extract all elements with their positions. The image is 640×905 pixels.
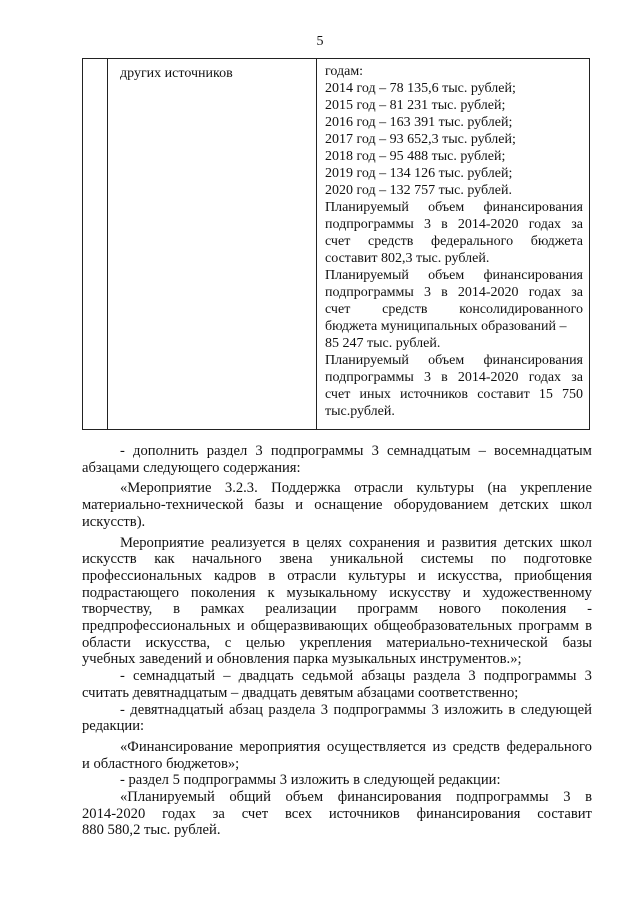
table-line <box>325 301 583 318</box>
paragraph-line <box>82 535 592 552</box>
table-line <box>325 267 583 284</box>
word: мероприятия <box>239 738 321 755</box>
word: целью <box>245 634 286 651</box>
word: за <box>571 370 583 385</box>
word: Планируемый <box>325 200 409 215</box>
word: и <box>295 497 304 514</box>
word: 3 <box>371 443 379 459</box>
paragraph-line <box>82 789 592 806</box>
word: 750 <box>562 387 583 402</box>
word: 2014-2020 <box>457 370 519 385</box>
word: за <box>212 805 225 822</box>
word: Поддержка <box>271 480 341 497</box>
word: консолидированного <box>459 302 583 317</box>
paragraph-line: 880 580,2 тыс. рублей. <box>82 822 221 839</box>
word: подпрограммы <box>333 701 427 718</box>
word: объем <box>428 200 465 215</box>
word: оснащение <box>314 497 383 514</box>
word: музыкальному <box>286 584 378 601</box>
word: 3 <box>255 443 263 459</box>
word: художественному <box>482 584 592 601</box>
word: искусства, <box>437 567 503 584</box>
word: поколения <box>190 584 256 601</box>
word: рамках <box>200 601 245 618</box>
word: уникальной <box>330 551 404 568</box>
word: к <box>267 584 275 601</box>
paragraph-line <box>82 568 592 585</box>
word: подпрограммы <box>483 668 577 685</box>
word: осуществляется <box>326 738 426 755</box>
word: изложить <box>444 701 503 718</box>
table-line <box>325 233 583 250</box>
word: – <box>223 668 231 685</box>
word: федерального <box>431 234 514 249</box>
word: седьмой <box>301 668 354 685</box>
word: (на <box>487 480 507 497</box>
word: отрасли <box>287 567 337 584</box>
word: - <box>587 601 592 618</box>
word: финансирования <box>483 268 583 283</box>
paragraph-line <box>82 443 592 460</box>
word: бюджета <box>530 234 583 249</box>
word: источников <box>400 387 469 402</box>
word: раздела <box>413 668 461 685</box>
word: всех <box>284 805 313 822</box>
word: 3 <box>423 217 431 232</box>
word: объем <box>428 353 465 368</box>
word: искусству <box>389 584 451 601</box>
word: - <box>120 701 125 718</box>
paragraph-line <box>82 601 592 618</box>
table-line: 2020 год – 132 757 тыс. рублей. <box>325 183 512 198</box>
word: следующей <box>520 701 592 718</box>
word: 3 <box>423 285 431 300</box>
table-line <box>325 369 583 386</box>
paragraph-line <box>82 497 592 514</box>
word: Планируемый <box>325 268 409 283</box>
word: профессиональных <box>82 567 203 584</box>
word: объем <box>285 789 324 806</box>
word: 3 <box>584 668 592 685</box>
word: реализуется <box>211 534 286 551</box>
word: абзац <box>229 701 263 718</box>
word: составит <box>537 805 592 822</box>
word: - <box>120 668 125 685</box>
word: дополнить <box>133 443 199 459</box>
word: «Мероприятие <box>120 480 212 497</box>
paragraph-line <box>82 618 592 635</box>
word: области <box>82 634 131 651</box>
word: объем <box>428 268 465 283</box>
word: творчеству, <box>82 601 153 618</box>
word: 3.2.3. <box>224 480 258 497</box>
word: раздел <box>206 443 248 459</box>
word: и <box>426 534 435 551</box>
word: годах <box>528 370 562 385</box>
word: и <box>462 584 471 601</box>
paragraph-line <box>82 739 592 756</box>
word: культуры <box>416 480 475 497</box>
paragraph-line <box>82 702 592 719</box>
table-line: составит 802,3 тыс. рублей. <box>325 251 490 266</box>
word: из <box>432 738 447 755</box>
word: финансирования <box>483 353 583 368</box>
word: детских <box>503 534 553 551</box>
word: приобщения <box>514 567 592 584</box>
word: целях <box>306 534 342 551</box>
word: источников <box>328 805 400 822</box>
word: семнадцатым <box>387 443 471 459</box>
paragraph-line <box>82 806 592 823</box>
word: поколения <box>501 601 567 618</box>
word: 15 <box>538 387 553 402</box>
word: искусств <box>82 551 137 568</box>
word: за <box>571 285 583 300</box>
word: федерального <box>506 738 592 755</box>
paragraph-line: учебных заведений и обновления парка музыкальных инструментов.»; <box>82 651 522 668</box>
paragraph-line <box>82 635 592 652</box>
word: школ <box>559 497 592 514</box>
word: раздела <box>268 701 316 718</box>
word: материально-технической <box>386 634 548 651</box>
word: 3 <box>468 668 476 685</box>
table-line <box>325 352 583 369</box>
word: сохранения <box>348 534 421 551</box>
word: двадцать <box>238 668 294 685</box>
table-label-cell: других источников <box>120 66 233 81</box>
word: счет <box>325 234 351 249</box>
word: предпрофессиональных <box>82 618 231 635</box>
word: финансирования <box>416 805 521 822</box>
table-line: 2019 год – 134 126 тыс. рублей; <box>325 166 513 181</box>
word: подпрограммы <box>270 443 364 459</box>
table-line: 2017 год – 93 652,3 тыс. рублей; <box>325 132 516 147</box>
word: оборудованием <box>393 497 489 514</box>
word: укрепление <box>520 480 592 497</box>
word: средств <box>382 302 428 317</box>
word: – <box>478 443 486 459</box>
paragraph-line: искусств). <box>82 513 146 530</box>
word: общий <box>229 789 271 806</box>
word: подрастающего <box>82 584 179 601</box>
table-line: 2014 год – 78 135,6 тыс. рублей; <box>325 81 516 96</box>
word: реализации <box>265 601 337 618</box>
word: средств <box>452 738 500 755</box>
table-line: 85 247 тыс. рублей. <box>325 336 441 351</box>
table-line <box>325 284 583 301</box>
word: подпрограммы <box>325 285 414 300</box>
paragraph-line: - раздел 5 подпрограммы 3 изложить в следующей редакции: <box>120 772 501 789</box>
word: 2014-2020 <box>457 285 519 300</box>
table-line <box>325 199 583 216</box>
word: общеобразовательных <box>373 618 513 635</box>
document-body <box>82 443 592 839</box>
word: восемнадцатым <box>494 443 592 459</box>
word: подпрограммы <box>325 217 414 232</box>
word: базы <box>562 634 592 651</box>
paragraph-line <box>82 480 592 497</box>
paragraph-line <box>82 551 592 568</box>
word: в <box>441 217 448 232</box>
table-line: бюджета муниципальных образований – <box>325 319 567 334</box>
word: искусства, <box>145 634 211 651</box>
word: общеразвивающих <box>250 618 368 635</box>
paragraph-line <box>82 668 592 685</box>
word: подпрограммы <box>456 789 549 806</box>
word: «Планируемый <box>120 789 215 806</box>
word: годах <box>162 805 196 822</box>
word: начального <box>192 551 262 568</box>
page-number: 5 <box>316 34 324 49</box>
word: звена <box>279 551 313 568</box>
word: системы <box>420 551 474 568</box>
paragraph-line: и областного бюджетов»; <box>82 755 240 772</box>
word: в <box>292 534 300 551</box>
word: и <box>236 618 245 635</box>
word: в <box>173 601 180 618</box>
word: с <box>224 634 232 651</box>
table-line: 2016 год – 163 391 тыс. рублей; <box>325 115 513 130</box>
word: нового <box>438 601 481 618</box>
table-line <box>325 386 583 403</box>
word: 3 <box>431 701 439 718</box>
word: укрепления <box>299 634 372 651</box>
word: девятнадцатый <box>130 701 224 718</box>
table-line: годам: <box>325 64 364 79</box>
table-line: 2015 год – 81 231 тыс. рублей; <box>325 98 506 113</box>
word: за <box>571 217 583 232</box>
word: счет <box>325 387 351 402</box>
word: семнадцатый <box>133 668 216 685</box>
table-number-column <box>83 59 108 429</box>
word: Мероприятие <box>120 534 205 551</box>
word: базы <box>254 497 285 514</box>
word: составит <box>477 387 530 402</box>
word: школ <box>559 534 592 551</box>
table-line <box>325 216 583 233</box>
table-line: 2018 год – 95 488 тыс. рублей; <box>325 149 506 164</box>
paragraph-line: абзацами следующего содержания: <box>82 459 301 476</box>
word: подпрограммы <box>325 370 414 385</box>
word: подготовке <box>523 551 592 568</box>
word: в <box>585 618 592 635</box>
word: программ <box>518 618 580 635</box>
word: в <box>508 701 516 718</box>
word: культуры <box>348 567 406 584</box>
table-value-cell <box>325 63 583 420</box>
word: финансирования <box>337 789 442 806</box>
word: по <box>490 551 507 568</box>
word: 3 <box>320 701 329 718</box>
financing-table <box>82 58 590 430</box>
word: 2014-2020 <box>82 805 146 822</box>
word: в <box>268 567 276 584</box>
word: детских <box>499 497 549 514</box>
word: в <box>441 370 448 385</box>
word: Планируемый <box>325 353 409 368</box>
paragraph-line: редакции: <box>82 718 145 735</box>
word: развития <box>441 534 497 551</box>
word: годах <box>528 217 562 232</box>
word: отрасли <box>354 480 404 497</box>
word: иных <box>359 387 391 402</box>
word: годах <box>528 285 562 300</box>
word: и <box>417 567 426 584</box>
word: в <box>585 789 592 806</box>
word: финансирования <box>483 200 583 215</box>
table-label-column <box>108 59 317 429</box>
word: «Финансирование <box>120 738 233 755</box>
word: счет <box>325 302 351 317</box>
word: 3 <box>423 370 431 385</box>
word: 3 <box>563 789 571 806</box>
word: средств <box>368 234 414 249</box>
word: программ <box>357 601 418 618</box>
word: 2014-2020 <box>457 217 519 232</box>
word: абзацы <box>361 668 406 685</box>
word: материально-технической <box>82 497 244 514</box>
paragraph-line: считать девятнадцатым – двадцать девятым абзацами соответственно; <box>82 684 519 701</box>
word: как <box>154 551 175 568</box>
word: счет <box>241 805 269 822</box>
paragraph-line <box>82 585 592 602</box>
table-line: тыс.рублей. <box>325 404 395 419</box>
word: в <box>441 285 448 300</box>
word: кадров <box>214 567 257 584</box>
word: - <box>120 443 125 459</box>
